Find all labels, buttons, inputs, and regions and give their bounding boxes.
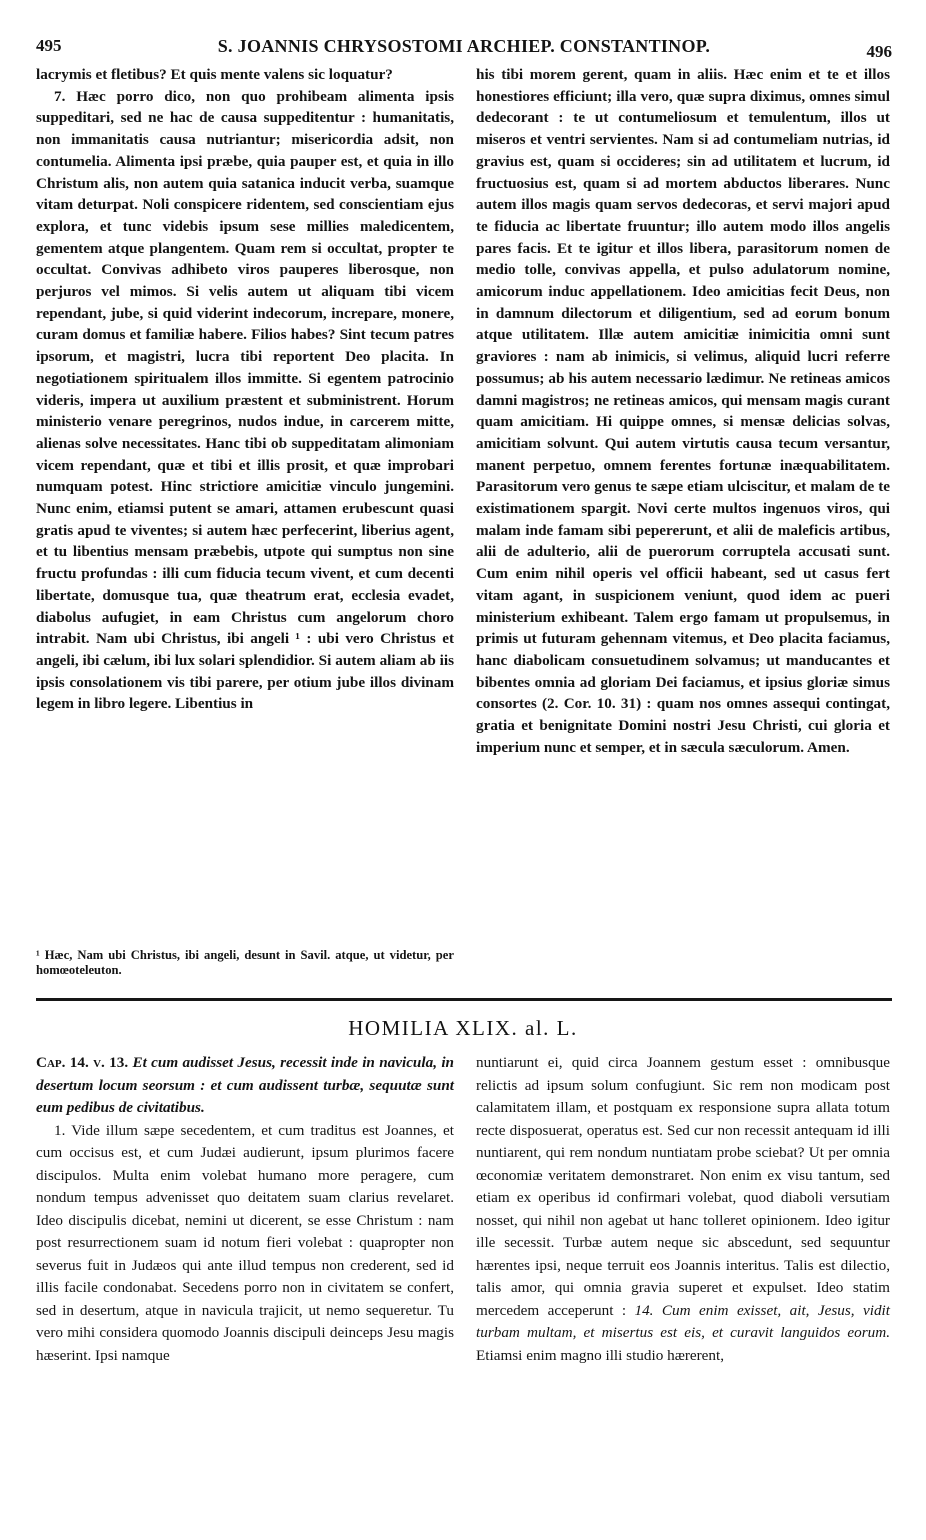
homily-title: HOMILIA XLIX. al. L. <box>348 1016 578 1040</box>
paragraph-7: 7. Hæc porro dico, non quo prohibeam alimenta ipsis suppeditari, sed ne hac de causa suppeditentur : humanitatis, non immanitatis causa nutriantur; misericordia adsit, non contumelia. Alimenta ipsi præbe, quia pauper est, et quia in illo Christum alis, non autem quia satanica inducit verba, suamque vitam deturpat. Noli conspicere ridentem, sed conscientiam ejus explora, et tunc videbis ipsum sese millies maledicentem, gementem atque plangentem. Quam rem si occultat, propter te occultat. Convivas adhibeto viros pauperes liberosque, non perjuros vel mimos. Si velis autem ut aliquam tibi vicem rependant, jube, si quid viderint indecorum, increpare, monere, curam domus et familiæ habere. Filios habes? Sint tecum patres ipsorum, et magistri, lucra tibi reportent Deo placita. In negotiationem spiritualem illos immitte. Si egentem patrocinio videris, impera ut auxilium præstent et subministrent. Horum ministerio venare peregrinos, nudos indue, in carcerem mitte, alienas solve necessitates. Hanc tibi ob suppeditatam alimoniam vicem rependant, quæ et tibi et illis prosit, et quæ improbari numquam potest. Hinc strictiore amicitiæ vinculo jungemini. Nunc enim, etiamsi putent se amari, attamen erubescunt quasi gratis apud te viventes; si autem hæc perfecerint, liberius agent, et tu libentius mensam præbebis, utpote qui sumptus non sine fructu profundas : illi cum fiducia tecum vivent, et cum decenti libertate, domusque tua, quæ theatrum erat, ecclesia evadet, diabolus aufugiet, in eam Christus cum angelorum choro intrabit. Nam ubi Christus, ibi angeli ¹ : ubi vero Christus et angeli, ibi cælum, ibi lux solari splendidior. Si autem aliam ab iis ipsis consolationem vis tibi parere, per otium jube illos divinam legem in libro legere. Libentius in <box>36 87 454 713</box>
section-divider <box>36 998 892 1001</box>
verse-14: 14. Cum enim exisset, ait, Jesus, vidit turbam multam, et misertus est eis, et curavit languidos eorum. <box>476 1301 890 1341</box>
chapter-reference: Cap. 14. v. 13. <box>36 1054 129 1071</box>
homily-text-a: nuntiarunt ei, quid circa Joannem gestum esset : omnibusque relictis ad ipsum solum confugiunt. Sic rem non modicam post calamitatem illam, et postquam ex responsione supra allata totum recte disposuerat, operatus est. Sed cur non recessit antequam id illi nuntiarent, qui rem nondum nuntiatam probe sciebat? Ut per omnia œconomiæ veritatem demonstraret. Non enim ex visu tantum, sed etiam ex operibus id confirmari volebat, quod diaboli versutiam nosset, qui nihil non agebat ut hanc tolleret opinionem. Ideo igitur ille secessit. Turbæ autem neque sic abscedunt, sed sequuntur hærentes ipsi, neque terruit eos Joannis interitus. Talis est dilectio, talis amor, qui omnia gravia superet et expulset. Ideo statim mercedem acceperunt : <box>476 1054 890 1319</box>
homily-column-right <box>476 1052 890 1367</box>
footnote: ¹ Hæc, Nam ubi Christus, ibi angeli, desunt in Savil. atque, ut videtur, per homœoteleuton. <box>36 948 454 977</box>
column-right <box>476 64 890 759</box>
paragraph-right: his tibi morem gerent, quam in aliis. Hæc enim et te et illos honestiores efficiunt; illa vero, quæ supra diximus, omnes simul dedecorant : te ut contumeliosum et temulentum, illos ut miseros et ventri servientes. Nam si ad contumeliam nutrias, id gravius est, quam si occideres; sin ad utilitatem et lucrum, id fructuosius est, quam si ad mortem abductos liberares. Nunc autem illos magis quam servos dedecoras, et servi majori apud te fiducia ac libertate fruuntur; illo autem modo illos angelis pares facis. Et te igitur et illos libera, parasitorum nomen de medio tolle, convivas appella, et pulso adulatorum nomine, amicorum induc appellationem. Ideo amicitias fecit Deus, non in damnum dilectorum et diligentium, sed ad eorum bonum atque utilitatem. Illæ autem amicitiæ inimicitia omni sunt graviores : nam ab inimicis, si velimus, aliquid lucri referre possumus; ab his autem necessario lædimur. Ne retineas amicos damni magistros; ne retineas amicos, qui mensam magis curant quam amicitiam. Hi quippe omnes, si mensæ delicias solvas, amicitiam solvunt. Qui autem virtutis causa tecum versantur, manent perpetuo, omnem ferentes fortunæ inæquabilitatem. Parasitorum vero genus te sæpe etiam ulciscitur, et malam de te existimationem spargit. Novi certe multos ingenuos viros, qui malam inde famam sibi pepererunt, et alii de maleficis artibus, alii de adulterio, alii de puerorum corruptela accusati sunt. Cum enim nihil operis vel officii habeant, sed ut casus fert vitam agant, in suspicionem veniunt, quod idem ac pueri ministerium exhibeant. Talem ergo famam ut propulsemus, in primis ut futuram gehennam vitemus, et Deo placita faciamus, hanc diabolicam consuetudinem solvamus; ut manducantes et bibentes omnia ad gloriam Dei faciamus, et ipsius gloriæ simus consortes (2. Cor. 10. 31) : quam nos omnes assequi contingat, gratia et benignitate Domini nostri Jesu Christi, cui gloria et imperium nunc et semper, et in sæcula sæculorum. Amen. <box>476 66 890 756</box>
column-left <box>36 64 454 715</box>
homily-text-b: Etiamsi enim magno illi studio hærerent, <box>476 1346 725 1364</box>
page-number-right: 496 <box>866 42 892 61</box>
homily-paragraph-1: 1. Vide illum sæpe secedentem, et cum traditus est Joannes, et cum occisus est, et cum Judæi audierunt, ipsum plurimos facere discipulos. Multa enim volebat humano more peragere, cum nondum tempus advenisset quo deitatem suam clarius revelaret. Ideo discipulis dicebat, nemini ut dicerent, se esse Christum : nam post resurrectionem suam id notum fieri volebat : quapropter non severus fuit in Judæos qui ante illud tempus non crederent, sed id illis facile condonabat. Secedens porro non in civitatem se confert, sed in desertum, atque in navicula trajicit, ut nemo sequeretur. Tu vero mihi considera quomodo Joannis discipuli deinceps Jesu magis hæserint. Ipsi namque <box>36 1121 454 1364</box>
paragraph-continuation: lacrymis et fletibus? Et quis mente valens sic loquatur? <box>36 66 393 83</box>
homily-paragraph-right <box>476 1052 890 1367</box>
page-number-left: 495 <box>36 36 62 55</box>
chapter-heading <box>36 1052 454 1120</box>
homily-column-left <box>36 1052 454 1367</box>
running-title: S. JOANNIS CHRYSOSTOMI ARCHIEP. CONSTANTINOP. <box>217 36 711 56</box>
running-head <box>36 36 892 62</box>
chapter-text: Et cum audisset Jesus, recessit inde in navicula, in desertum locum seorsum : et cum audissent turbæ, sequutæ sunt eum pedibus de civitatibus. <box>36 1054 454 1116</box>
